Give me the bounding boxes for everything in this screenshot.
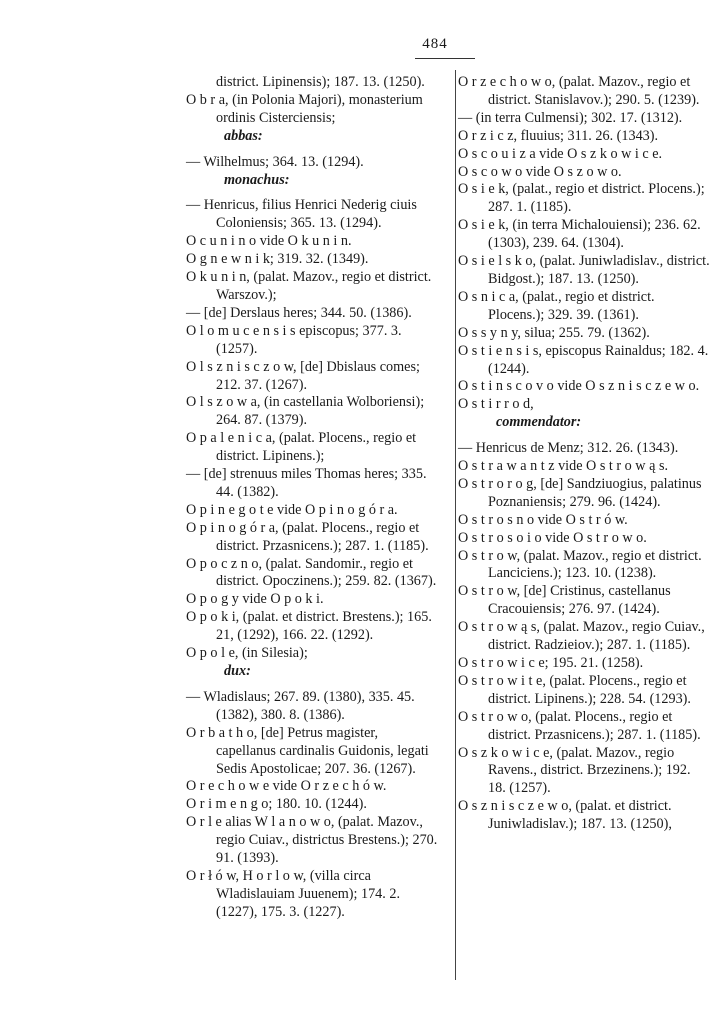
index-entry: O s t r o s o i o vide O s t r o w o. xyxy=(458,529,647,546)
index-entry: O b r a, (in Polonia Majori), monasterium ordinis Cisterciensis; xyxy=(186,91,423,126)
index-entry: O s i e k, (in terra Michalouiensi); 236. 62. (1303), 239. 64. (1304). xyxy=(458,217,701,252)
column-divider xyxy=(455,70,456,980)
index-entry: O r ł ó w, H o r l o w, (villa circa Wladislauiam Juuenem); 174. 2. (1227), 175. 3. (1227). xyxy=(186,867,401,920)
index-entry: O p i n e g o t e vide O p i n o g ó r a. xyxy=(186,501,398,518)
spacer xyxy=(458,432,710,440)
index-entry: O p i n o g ó r a, (palat. Plocens., regio et district. Przasnicens.); 287. 1. (1185). xyxy=(186,519,429,554)
index-entry: O g n e w n i k; 319. 32. (1349). xyxy=(186,251,369,268)
index-subheading: commendator: xyxy=(496,414,582,431)
index-entry: O s t r a w a n t z vide O s t r o w ą s. xyxy=(458,458,669,475)
index-entry: O s t r o r o g, [de] Sandziuogius, palatinus Poznaniensis; 279. 96. (1424). xyxy=(458,475,702,510)
index-entry: O s t r o s n o vide O s t r ó w. xyxy=(458,511,628,528)
index-entry: O s t i n s c o v o vide O s z n i s c z e w o. xyxy=(458,378,700,395)
index-entry: O r z e c h o w o, (palat. Mazov., regio et district. Stanislavov.); 290. 5. (1239). xyxy=(458,74,700,108)
index-entry: O l s z o w a, (in castellania Wolboriensi); 264. 87. (1379). xyxy=(186,394,425,429)
index-entry: O s c o u i z a vide O s z k o w i c e. xyxy=(458,145,663,162)
index-subheading: monachus: xyxy=(224,171,290,188)
index-entry: — (in terra Culmensi); 302. 17. (1312). xyxy=(458,109,683,126)
index-entry: O p o k i, (palat. et district. Brestens.); 165. 21, (1292), 166. 22. (1292). xyxy=(186,609,432,644)
index-entry: O s t i r r o d, xyxy=(458,396,534,413)
page-number-rule xyxy=(415,58,475,59)
spacer xyxy=(186,189,438,197)
index-entry: O s t r o w, [de] Cristinus, castellanus Cracouiensis; 276. 97. (1424). xyxy=(458,583,671,618)
index-entry: district. Lipinensis); 187. 13. (1250). xyxy=(216,74,425,90)
index-entry: O s c o w o vide O s z o w o. xyxy=(458,163,622,180)
index-entry: O p o c z n o, (palat. Sandomir., regio et district. Opoczinens.); 259. 82. (1367). xyxy=(186,555,437,590)
index-entry: O s n i c a, (palat., regio et district. Plocens.); 329. 39. (1361). xyxy=(458,288,655,323)
index-entry: O r z i c z, fluuius; 311. 26. (1343). xyxy=(458,127,659,144)
index-subheading: dux: xyxy=(224,663,251,679)
spacer xyxy=(186,681,438,689)
index-entry: O r e c h o w e vide O r z e c h ó w. xyxy=(186,778,387,795)
index-entry: O s z k o w i c e, (palat. Mazov., regio Ravens., district. Brzezinens.); 192. 18. (1257). xyxy=(458,744,691,797)
index-entry: O s i e l s k o, (palat. Juniwladislav., district. Bidgost.); 187. 13. (1250). xyxy=(458,253,710,287)
index-entry: O k u n i n, (palat. Mazov., regio et district. Warszov.); xyxy=(186,269,432,303)
page-number: 484 xyxy=(422,36,448,52)
index-entry: O s t r o w ą s, (palat. Mazov., regio Cuiav., district. Radzieiov.); 287. 1. (1185). xyxy=(458,619,705,654)
index-entry: — Henricus, filius Henrici Nederig ciuis Coloniensis; 365. 13. (1294). xyxy=(186,197,417,232)
index-entry: O s i e k, (palat., regio et district. Plocens.); 287. 1. (1185). xyxy=(458,181,705,216)
index-entry: O s z n i s c z e w o, (palat. et district. Juniwladislav.); 187. 13. (1250), xyxy=(458,798,672,833)
index-entry: O s t r o w o, (palat. Plocens., regio et district. Przasnicens.); 287. 1. (1185). xyxy=(458,708,701,743)
index-entry: O r b a t h o, [de] Petrus magister, capellanus cardinalis Guidonis, legati Sedis Apostolicae; 207. 36. (1267). xyxy=(186,724,429,777)
left-column xyxy=(186,74,438,922)
spacer xyxy=(186,146,438,154)
index-entry: — [de] strenuus miles Thomas heres; 335. 44. (1382). xyxy=(186,466,427,500)
index-entry: — [de] Derslaus heres; 344. 50. (1386). xyxy=(186,304,412,321)
index-entry: O r l e alias W l a n o w o, (palat. Mazov., regio Cuiav., districtus Brestens.); 270. 91. (1393). xyxy=(186,814,438,867)
index-entry: O s t r o w, (palat. Mazov., regio et district. Lanciciens.); 123. 10. (1238). xyxy=(458,547,702,582)
index-subheading: abbas: xyxy=(224,127,263,144)
index-entry: O s s y n y, silua; 255. 79. (1362). xyxy=(458,324,650,341)
index-entry: O s t r o w i t e, (palat. Plocens., regio et district. Lipinens.); 228. 54. (1293). xyxy=(458,672,691,707)
index-entry: O p a l e n i c a, (palat. Plocens., regio et district. Lipinens.); xyxy=(186,430,417,465)
index-entry: O c u n i n o vide O k u n i n. xyxy=(186,233,352,250)
index-entry: O l s z n i s c z o w, [de] Dbislaus comes; 212. 37. (1267). xyxy=(186,358,420,393)
index-entry: O r i m e n g o; 180. 10. (1244). xyxy=(186,796,367,813)
index-entry: O s t i e n s i s, episcopus Rainaldus; 182. 4. (1244). xyxy=(458,342,709,377)
index-entry: O p o g y vide O p o k i. xyxy=(186,591,324,608)
index-entry: — Henricus de Menz; 312. 26. (1343). xyxy=(458,440,679,457)
right-column xyxy=(458,74,710,834)
index-entry: — Wilhelmus; 364. 13. (1294). xyxy=(186,153,364,170)
index-entry: O s t r o w i c e; 195. 21. (1258). xyxy=(458,655,644,671)
index-entry: — Wladislaus; 267. 89. (1380), 335. 45. (1382), 380. 8. (1386). xyxy=(186,688,415,723)
index-entry: O l o m u c e n s i s episcopus; 377. 3. (1257). xyxy=(186,322,402,357)
index-entry: O p o l e, (in Silesia); xyxy=(186,645,308,662)
